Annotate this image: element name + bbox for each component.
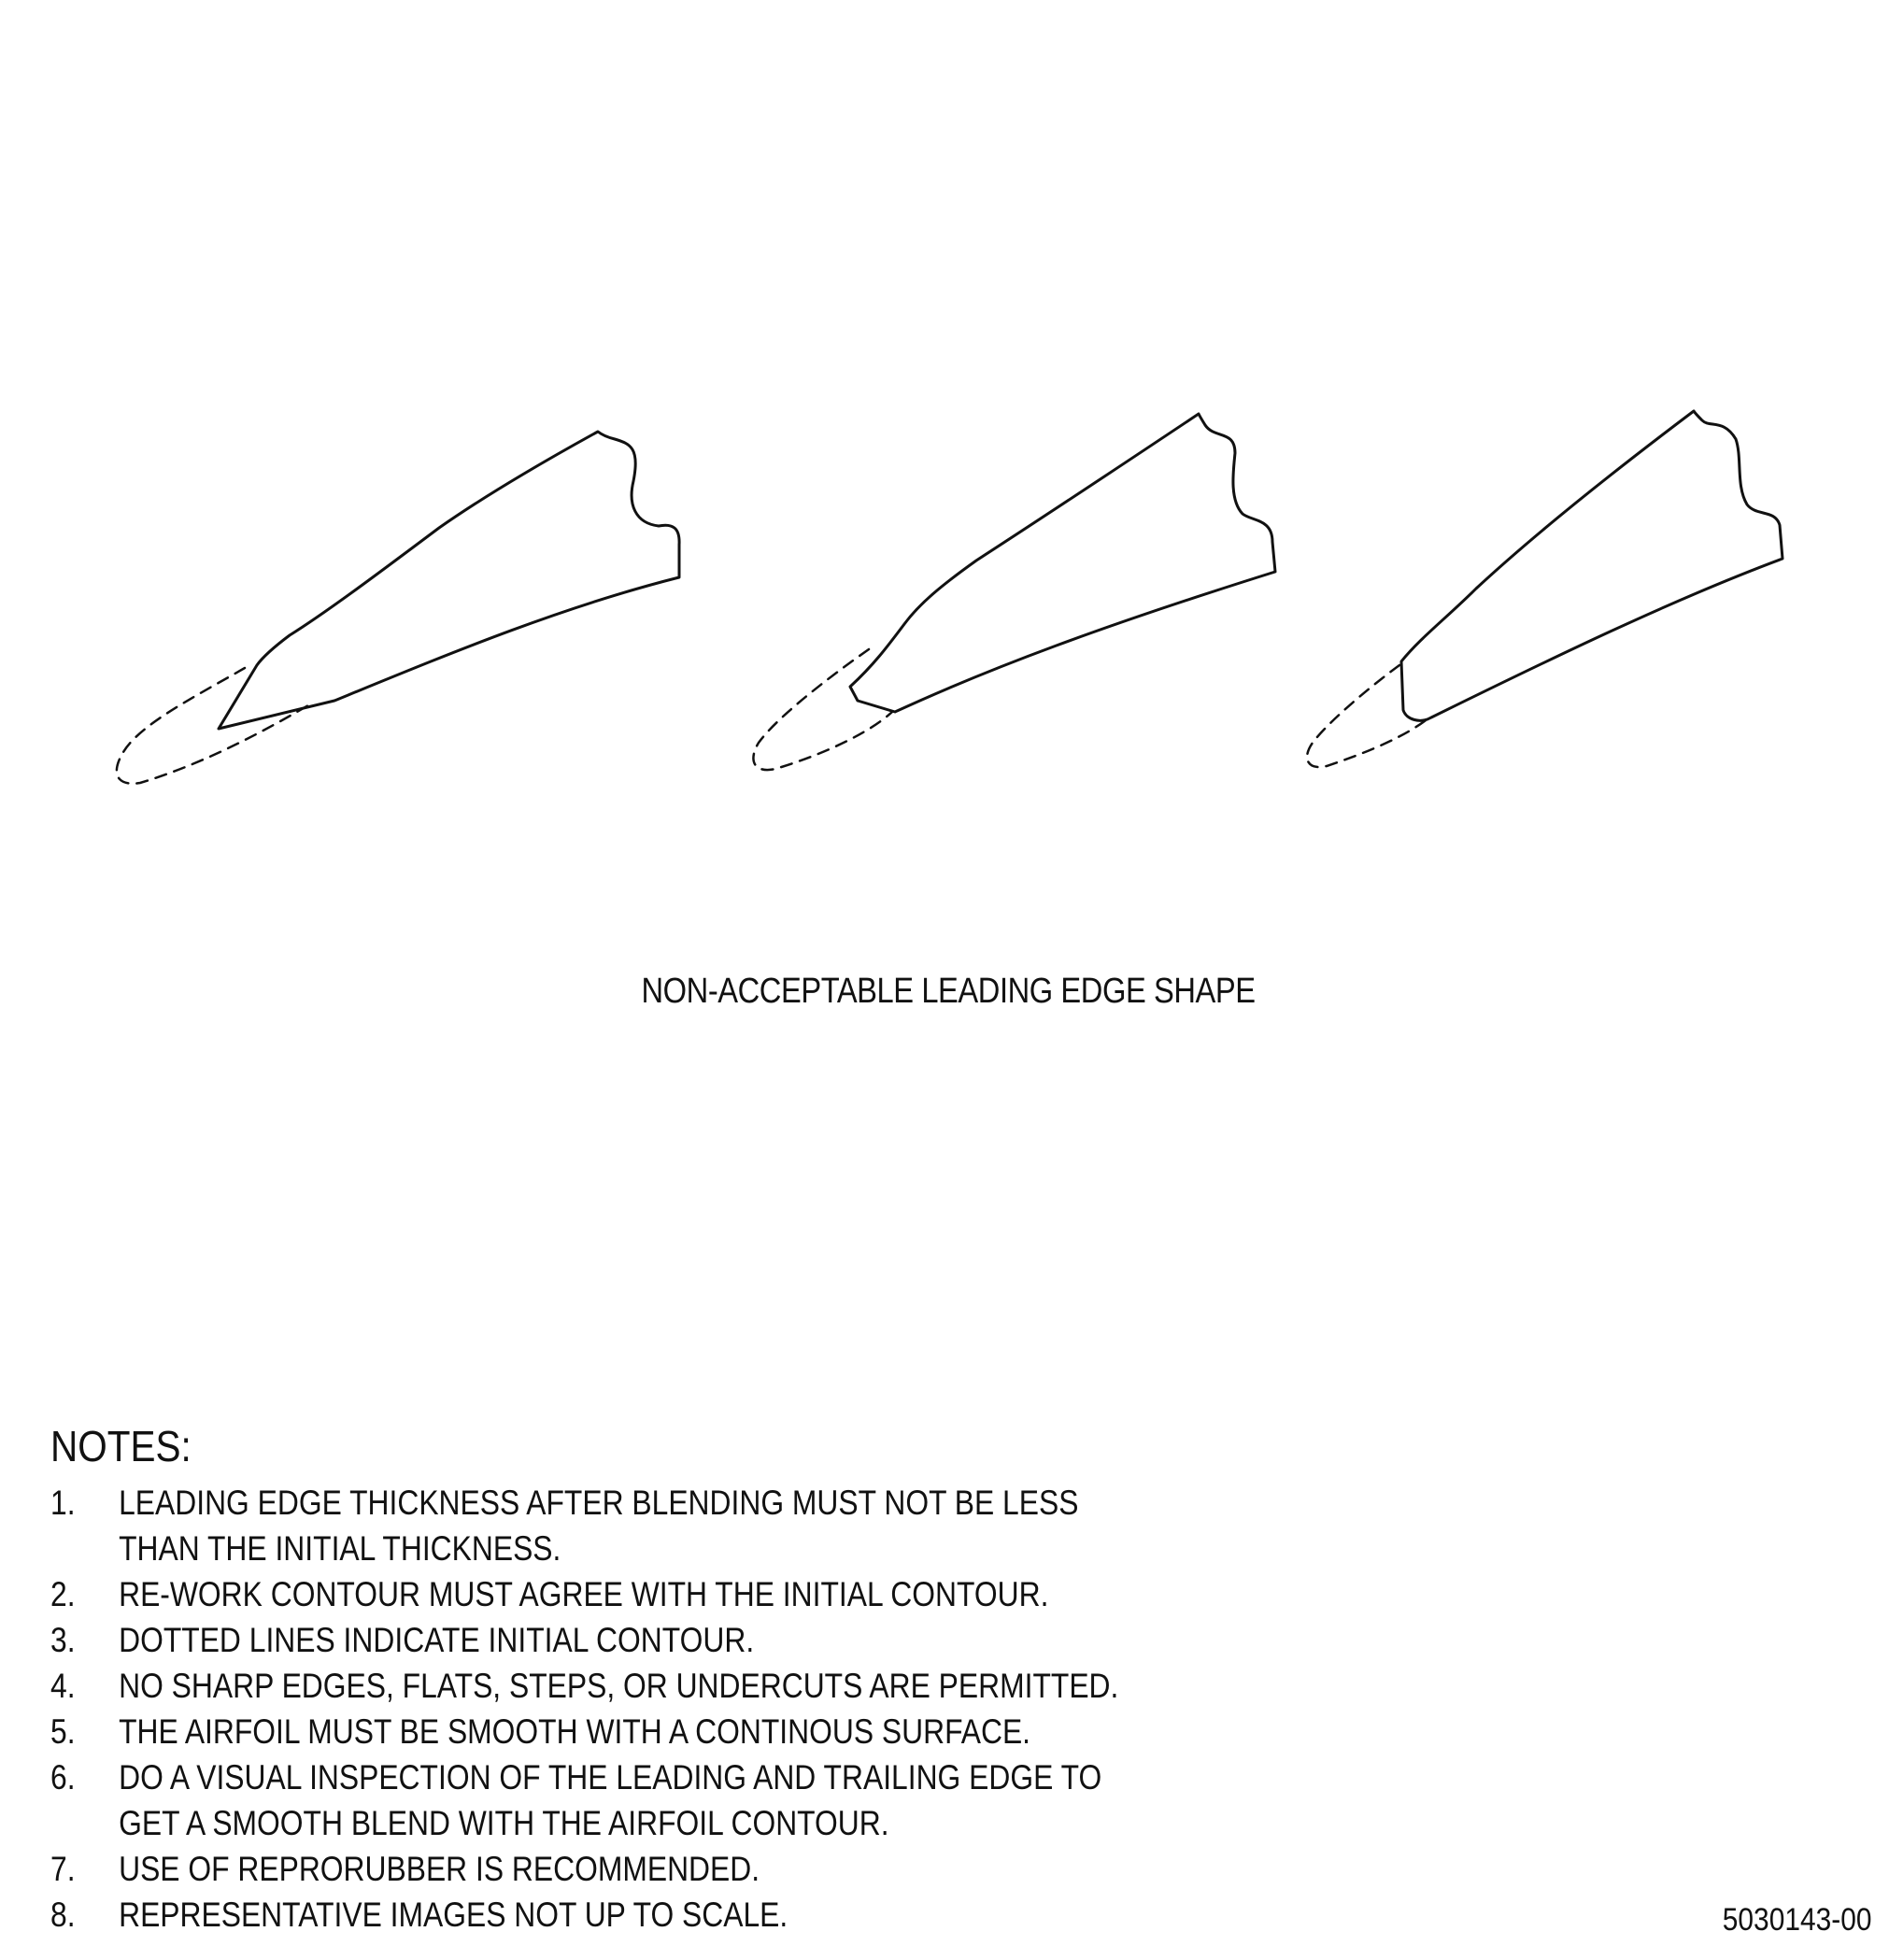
figure-flat-cut-tip (753, 414, 1275, 770)
note-number: 7. (50, 1850, 76, 1888)
note-number: 6. (50, 1758, 76, 1797)
initial-contour-dotted-3 (1307, 665, 1429, 767)
note-text: REPRESENTATIVE IMAGES NOT UP TO SCALE. (119, 1896, 788, 1934)
note-item (50, 1846, 1256, 1892)
note-text: LEADING EDGE THICKNESS AFTER BLENDING MUST NOT BE LESS THAN THE INITIAL THICKNESS. (119, 1484, 1079, 1568)
notes-section (50, 1420, 1358, 1938)
note-text: DO A VISUAL INSPECTION OF THE LEADING AND TRAILING EDGE TO GET A SMOOTH BLEND WITH THE AIRFOIL CONTOUR. (119, 1758, 1102, 1842)
note-number: 3. (50, 1621, 76, 1659)
note-number: 5. (50, 1712, 76, 1751)
note-text: THE AIRFOIL MUST BE SMOOTH WITH A CONTINOUS SURFACE. (119, 1712, 1031, 1751)
note-number: 1. (50, 1484, 76, 1522)
note-item (50, 1892, 1256, 1938)
note-item (50, 1663, 1256, 1709)
note-item (50, 1571, 1256, 1617)
reworked-contour-1 (219, 432, 679, 729)
note-item (50, 1480, 1256, 1571)
initial-contour-dotted-2 (753, 649, 892, 770)
note-number: 4. (50, 1667, 76, 1705)
note-item (50, 1617, 1256, 1663)
document-number: 5030143-00 (1723, 1902, 1872, 1938)
note-item (50, 1754, 1256, 1846)
note-number: 2. (50, 1575, 76, 1613)
note-text: DOTTED LINES INDICATE INITIAL CONTOUR. (119, 1621, 755, 1659)
reworked-contour-3 (1401, 411, 1782, 720)
reworked-contour-2 (850, 414, 1275, 712)
diagram-caption: NON-ACCEPTABLE LEADING EDGE SHAPE (641, 972, 1256, 1011)
figure-sharp-point-tip (117, 432, 679, 784)
note-text: NO SHARP EDGES, FLATS, STEPS, OR UNDERCUTS ARE PERMITTED. (119, 1667, 1119, 1705)
notes-title: NOTES: (50, 1422, 192, 1470)
figure-square-cut-tip (1307, 411, 1782, 767)
note-text: USE OF REPRORUBBER IS RECOMMENDED. (119, 1850, 760, 1888)
note-text: RE-WORK CONTOUR MUST AGREE WITH THE INITIAL CONTOUR. (119, 1575, 1049, 1613)
initial-contour-dotted-1 (117, 668, 308, 784)
note-item (50, 1709, 1256, 1754)
note-number: 8. (50, 1896, 76, 1934)
